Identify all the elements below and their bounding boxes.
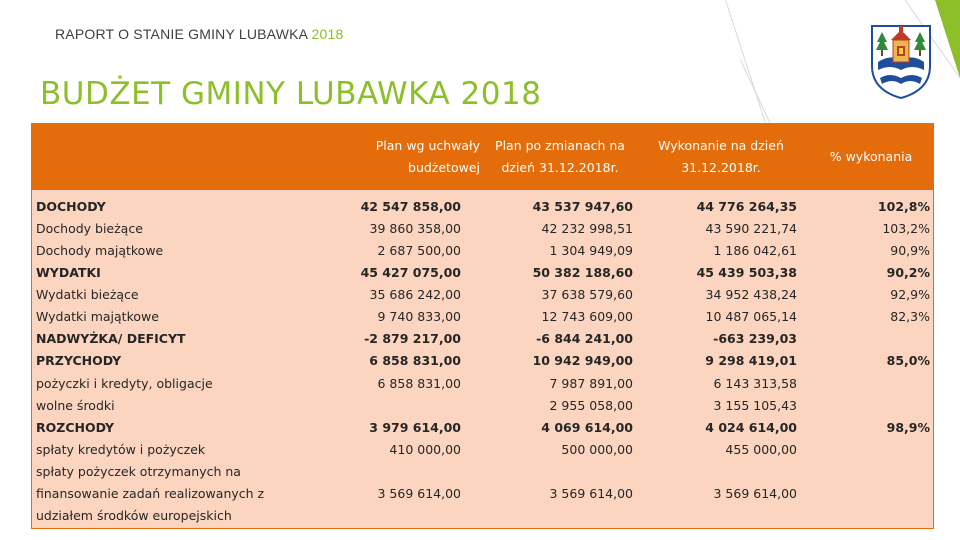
row-label: spłaty pożyczek otrzymanych na finansowanie zadań realizowanych z udziałem środków europejskich [36, 464, 265, 523]
table-row [32, 306, 933, 328]
cell-plan: 39 860 358,00 [369, 221, 461, 236]
cell-wykonanie: 4 024 614,00 [705, 420, 797, 435]
header-plan-uchwala-line1: Plan wg uchwały [375, 138, 480, 153]
table-row [32, 262, 933, 284]
cell-wykonanie: -663 239,03 [713, 331, 797, 346]
cell-wykonanie: 44 776 264,35 [696, 199, 797, 214]
cell-plan-po-zmianach: 10 942 949,00 [532, 353, 633, 368]
cell-plan: 45 427 075,00 [360, 265, 461, 280]
cell-procent: 102,8% [877, 199, 930, 214]
cell-plan-po-zmianach: 500 000,00 [561, 442, 633, 457]
cell-plan: 2 687 500,00 [377, 243, 461, 258]
cell-wykonanie: 9 298 419,01 [705, 353, 797, 368]
cell-plan: 6 858 831,00 [377, 376, 461, 391]
cell-plan: 410 000,00 [389, 442, 461, 457]
cell-plan-po-zmianach: 42 232 998,51 [541, 221, 633, 236]
header-plan-uchwala-line2: budżetowej [408, 160, 480, 175]
row-label: Dochody majątkowe [36, 243, 164, 258]
row-label: wolne środki [36, 398, 115, 413]
table-row [32, 373, 933, 395]
header-wykonanie-line2: 31.12.2018r. [681, 160, 761, 175]
subtitle-year: 2018 [311, 26, 344, 42]
header-procent-label: % wykonania [829, 149, 913, 164]
table-row [32, 218, 933, 240]
row-label: WYDATKI [36, 265, 101, 280]
row-label: NADWYŻKA/ DEFICYT [36, 331, 186, 346]
cell-procent: 92,9% [890, 287, 930, 302]
cell-procent: 103,2% [882, 221, 930, 236]
table-row [32, 461, 933, 527]
table-header [32, 124, 933, 190]
header-plan-uchwala [320, 135, 480, 179]
coat-of-arms-icon [868, 22, 934, 100]
cell-plan: -2 879 217,00 [364, 331, 461, 346]
cell-wykonanie: 43 590 221,74 [705, 221, 797, 236]
cell-plan-po-zmianach: 37 638 579,60 [541, 287, 633, 302]
cell-plan-po-zmianach: 50 382 188,60 [532, 265, 633, 280]
row-label: Wydatki bieżące [36, 287, 139, 302]
cell-plan-po-zmianach: 7 987 891,00 [549, 376, 633, 391]
table-row [32, 284, 933, 306]
row-label: ROZCHODY [36, 420, 115, 435]
header-wykonanie-line1: Wykonanie na dzień [658, 138, 784, 153]
header-procent [807, 146, 935, 168]
cell-wykonanie: 3 569 614,00 [713, 486, 797, 501]
table-row [32, 196, 933, 218]
header-wykonanie [642, 135, 800, 179]
table-row [32, 328, 933, 350]
row-label: DOCHODY [36, 199, 106, 214]
cell-plan: 42 547 858,00 [360, 199, 461, 214]
decorative-line [740, 60, 770, 124]
page-title: BUDŻET GMINY LUBAWKA 2018 [40, 76, 542, 112]
cell-plan-po-zmianach: 4 069 614,00 [541, 420, 633, 435]
report-subtitle [55, 26, 343, 42]
cell-procent: 90,9% [890, 243, 930, 258]
row-label: spłaty kredytów i pożyczek [36, 442, 206, 457]
header-plan-po-zmianach [478, 135, 642, 179]
subtitle-text: RAPORT O STANIE GMINY LUBAWKA [55, 26, 308, 42]
decorative-line [725, 0, 766, 124]
budget-table [31, 123, 934, 529]
header-plan-po-zmianach-line1: Plan po zmianach na [495, 138, 625, 153]
cell-plan: 35 686 242,00 [369, 287, 461, 302]
row-label: pożyczki i kredyty, obligacje [36, 376, 213, 391]
cell-wykonanie: 10 487 065,14 [705, 309, 797, 324]
cell-plan: 3 979 614,00 [369, 420, 461, 435]
table-row [32, 439, 933, 461]
header-plan-po-zmianach-line2: dzień 31.12.2018r. [501, 160, 619, 175]
cell-plan-po-zmianach: 2 955 058,00 [549, 398, 633, 413]
cell-plan-po-zmianach: 3 569 614,00 [549, 486, 633, 501]
cell-plan-po-zmianach: 1 304 949,09 [549, 243, 633, 258]
cell-plan-po-zmianach: 43 537 947,60 [532, 199, 633, 214]
row-label: Dochody bieżące [36, 221, 143, 236]
cell-procent: 85,0% [886, 353, 930, 368]
cell-plan: 3 569 614,00 [377, 486, 461, 501]
row-label: PRZYCHODY [36, 353, 122, 368]
table-row [32, 395, 933, 417]
cell-plan-po-zmianach: 12 743 609,00 [541, 309, 633, 324]
row-label: Wydatki majątkowe [36, 309, 159, 324]
cell-wykonanie: 1 186 042,61 [713, 243, 797, 258]
table-row [32, 350, 933, 372]
cell-plan-po-zmianach: -6 844 241,00 [536, 331, 633, 346]
table-row [32, 417, 933, 439]
cell-wykonanie: 455 000,00 [725, 442, 797, 457]
cell-procent: 98,9% [886, 420, 930, 435]
cell-plan: 6 858 831,00 [369, 353, 461, 368]
cell-wykonanie: 45 439 503,38 [696, 265, 797, 280]
cell-wykonanie: 6 143 313,58 [713, 376, 797, 391]
cell-procent: 82,3% [890, 309, 930, 324]
cell-wykonanie: 34 952 438,24 [705, 287, 797, 302]
cell-wykonanie: 3 155 105,43 [713, 398, 797, 413]
table-row [32, 240, 933, 262]
cell-procent: 90,2% [886, 265, 930, 280]
cell-plan: 9 740 833,00 [377, 309, 461, 324]
